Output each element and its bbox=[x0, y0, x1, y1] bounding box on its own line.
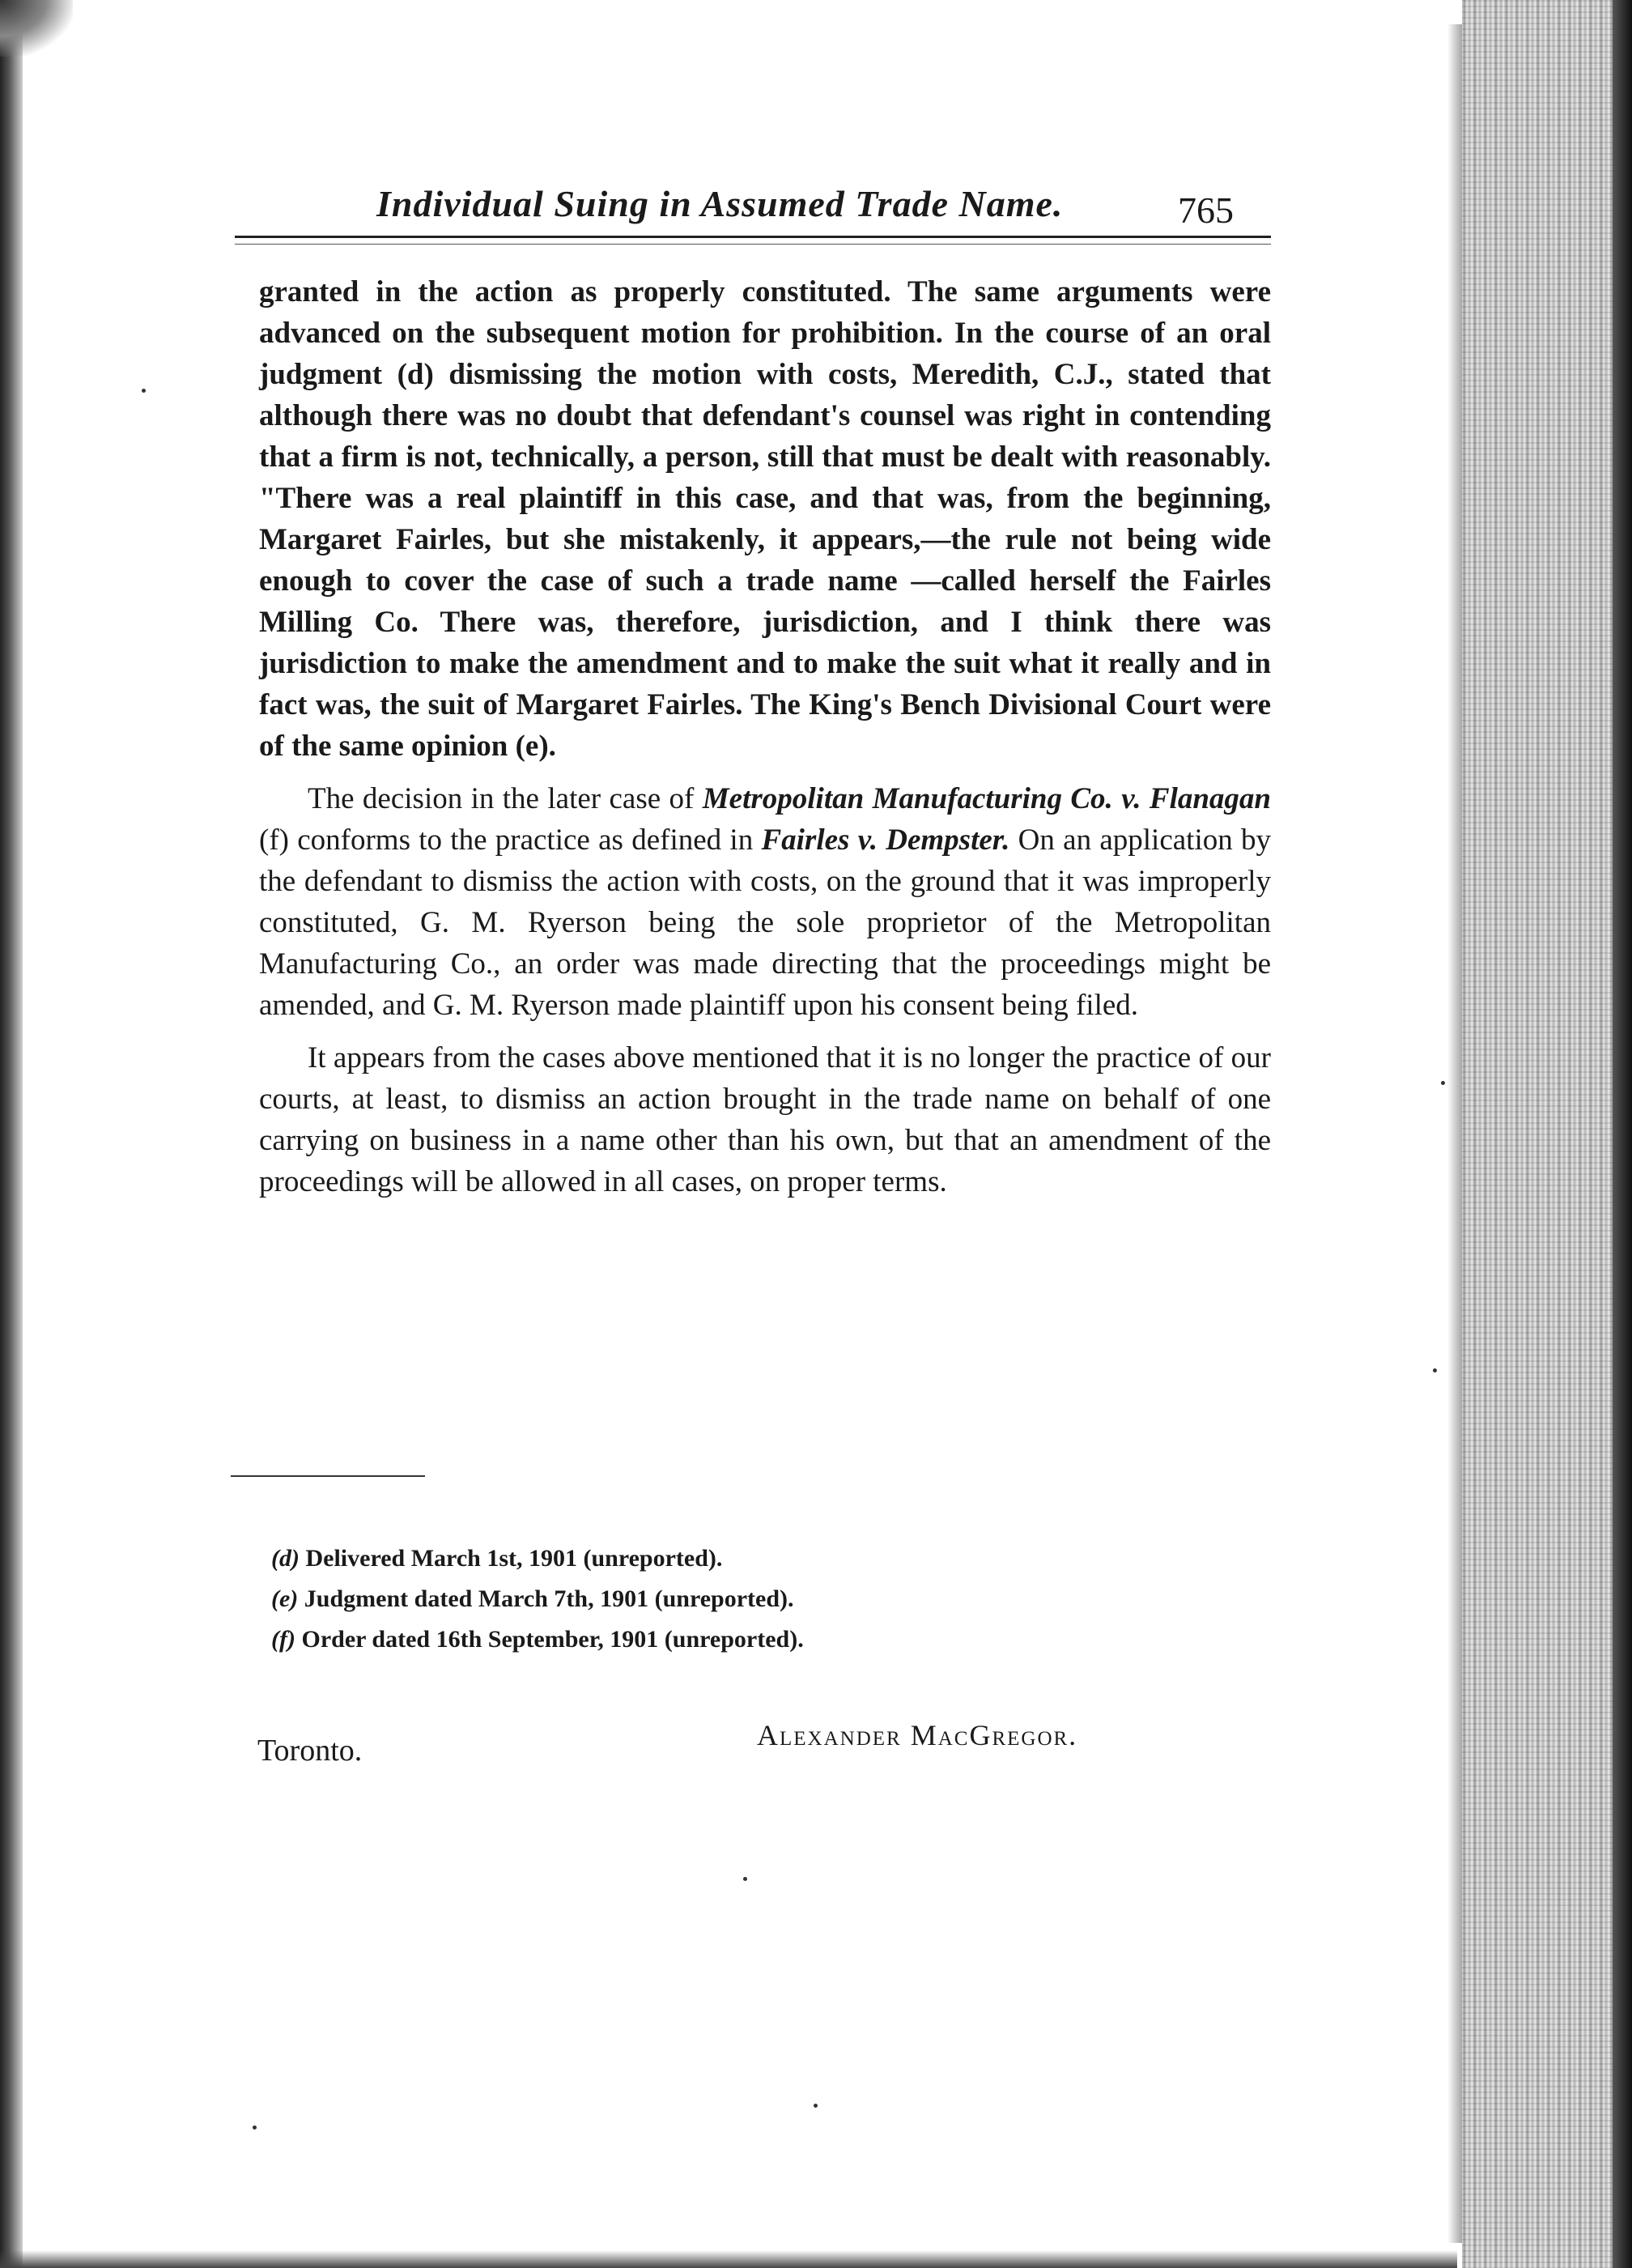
scan-speck bbox=[1433, 1368, 1437, 1372]
signature-author: Alexander MacGregor. bbox=[757, 1719, 1078, 1751]
paragraph-2-text-c: On an application by the defendant to dismiss the action with costs, on the ground that it was improperly constituted, G. M. Ryerson being the sole proprietor of the Metropolitan Manufacturing Co., an order was made directing that the proceedings might be amended, and G. M. Ryerson made plaintiff upon his consent being filed. bbox=[259, 823, 1272, 1022]
footnote-d bbox=[271, 1538, 1000, 1579]
paragraph-2 bbox=[259, 778, 1271, 1026]
scan-speck bbox=[253, 2125, 257, 2130]
footnote-text: Order dated 16th September, 1901 (unreported). bbox=[295, 1626, 804, 1653]
case-ref-fairles: Fairles v. Dempster. bbox=[761, 823, 1010, 857]
scan-speck bbox=[1441, 1081, 1445, 1085]
scan-speck bbox=[142, 389, 146, 393]
scan-speck bbox=[743, 1877, 747, 1881]
scan-right-page-edges bbox=[1462, 0, 1632, 2268]
scan-gutter-shadow bbox=[1447, 24, 1462, 2243]
scan-right-border bbox=[1613, 0, 1632, 2268]
footnote-mark: (f) bbox=[271, 1626, 295, 1653]
footnotes bbox=[271, 1538, 1000, 1660]
footnote-e bbox=[271, 1579, 1000, 1619]
page-number: 765 bbox=[1178, 189, 1234, 231]
footnote-f bbox=[271, 1619, 1000, 1660]
scan-left-edge bbox=[0, 0, 23, 2268]
footnote-text: Judgment dated March 7th, 1901 (unreported). bbox=[298, 1585, 794, 1612]
paragraph-2-text-b: (f) conforms to the practice as defined in bbox=[259, 823, 762, 857]
paragraph-3: It appears from the cases above mentioned that it is no longer the practice of our courts, at least, to dismiss an action brought in the trade name on behalf of one carrying on business in a name other than his own, but that an amendment of the proceedings will be allowed in all cases, on proper terms. bbox=[259, 1041, 1271, 1198]
header-rule bbox=[235, 236, 1271, 238]
footnote-rule bbox=[231, 1475, 425, 1477]
running-title: Individual Suing in Assumed Trade Name. bbox=[376, 183, 1064, 224]
paragraph-2-text-a: The decision in the later case of bbox=[308, 782, 703, 815]
book-page bbox=[235, 182, 1271, 239]
footnote-text: Delivered March 1st, 1901 (unreported). bbox=[299, 1545, 723, 1572]
header-rule-thin bbox=[235, 244, 1271, 245]
scan-speck bbox=[814, 2104, 818, 2108]
footnote-mark: (e) bbox=[271, 1585, 299, 1612]
scan-corner-shadow bbox=[0, 0, 73, 57]
body-text bbox=[259, 271, 1271, 1214]
paragraph-1: granted in the action as properly constituted. The same arguments were advanced on the subsequent motion for prohibition. In the course of an oral judgment (d) dismissing the motion with costs, Meredith, C.J., stated that although there was no doubt that defendant's counsel was right in contending that a firm is not, technically, a person, still that must be dealt with reasonably. "There was a real plaintiff in this case, and that was, from the beginning, Margaret Fairles, but she mistakenly, it appears,—the rule not being wide enough to cover the case of such a trade name —called herself the Fairles Milling Co. There was, therefore, jurisdiction, and I think there was jurisdiction to make the amendment and to make the suit what it really and in fact was, the suit of Margaret Fairles. The King's Bench Divisional Court were of the same opinion (e). bbox=[259, 275, 1271, 763]
signature-city: Toronto. bbox=[257, 1734, 363, 1768]
footnote-mark: (d) bbox=[271, 1545, 300, 1572]
running-head bbox=[235, 182, 1271, 239]
scan-bottom-edge bbox=[0, 2250, 1457, 2268]
case-name-metropolitan: Metropolitan Manufacturing Co. v. Flanagan bbox=[702, 782, 1271, 815]
